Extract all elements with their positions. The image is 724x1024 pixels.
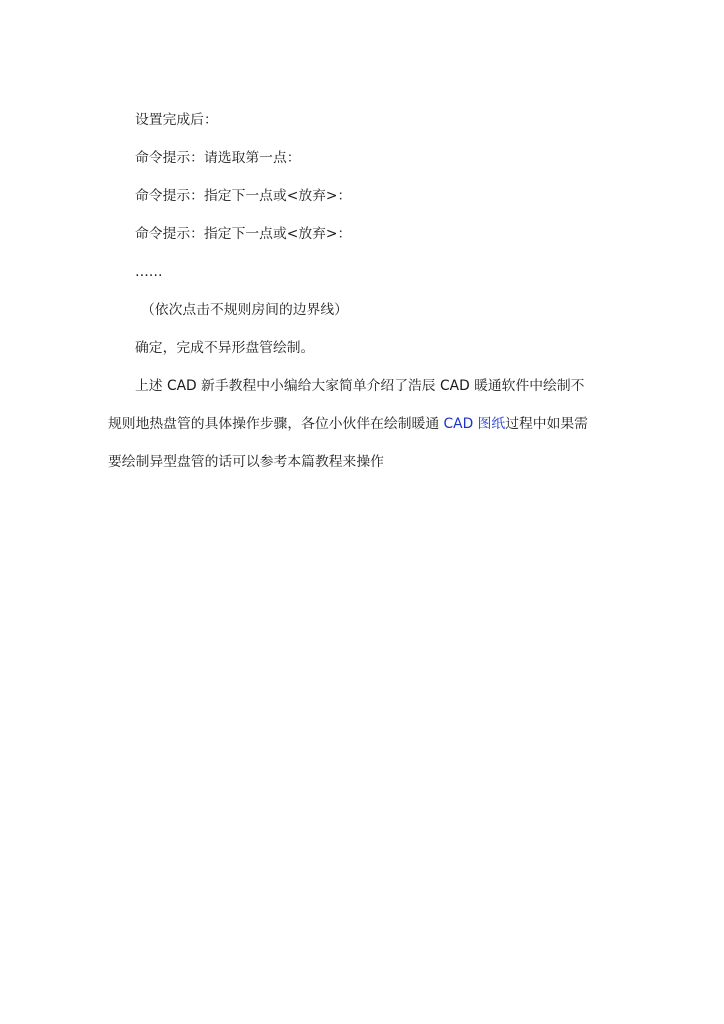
summary-paragraph xyxy=(108,367,620,481)
command-prompt-next-point-1: 命令提示：指定下一点或<放弃>： xyxy=(135,188,352,204)
summary-row-2 xyxy=(108,405,620,443)
summary-row-3: 要绘制异型盘管的话可以参考本篇教程来操作 xyxy=(108,454,384,470)
command-prompt-first-point: 命令提示：请选取第一点： xyxy=(135,150,301,166)
command-prompt-next-point-2: 命令提示：指定下一点或<放弃>： xyxy=(135,226,352,242)
click-boundary-note: （依次点击不规则房间的边界线） xyxy=(141,302,348,318)
document-body xyxy=(108,101,620,481)
setup-complete-text: 设置完成后： xyxy=(135,112,218,128)
confirm-complete-text: 确定，完成不异形盘管绘制。 xyxy=(135,340,315,356)
ellipsis-text: …… xyxy=(135,264,163,280)
cad-drawing-link[interactable]: CAD 图纸 xyxy=(443,416,506,432)
summary-row-2-text-before: 规则地热盘管的具体操作步骤，各位小伙伴在绘制暖通 xyxy=(108,416,444,432)
summary-row-2-text-after: 过程中如果需 xyxy=(505,416,588,432)
summary-row-1: 上述 CAD 新手教程中小编给大家简单介绍了浩辰 CAD 暖通软件中绘制不 xyxy=(135,378,585,394)
